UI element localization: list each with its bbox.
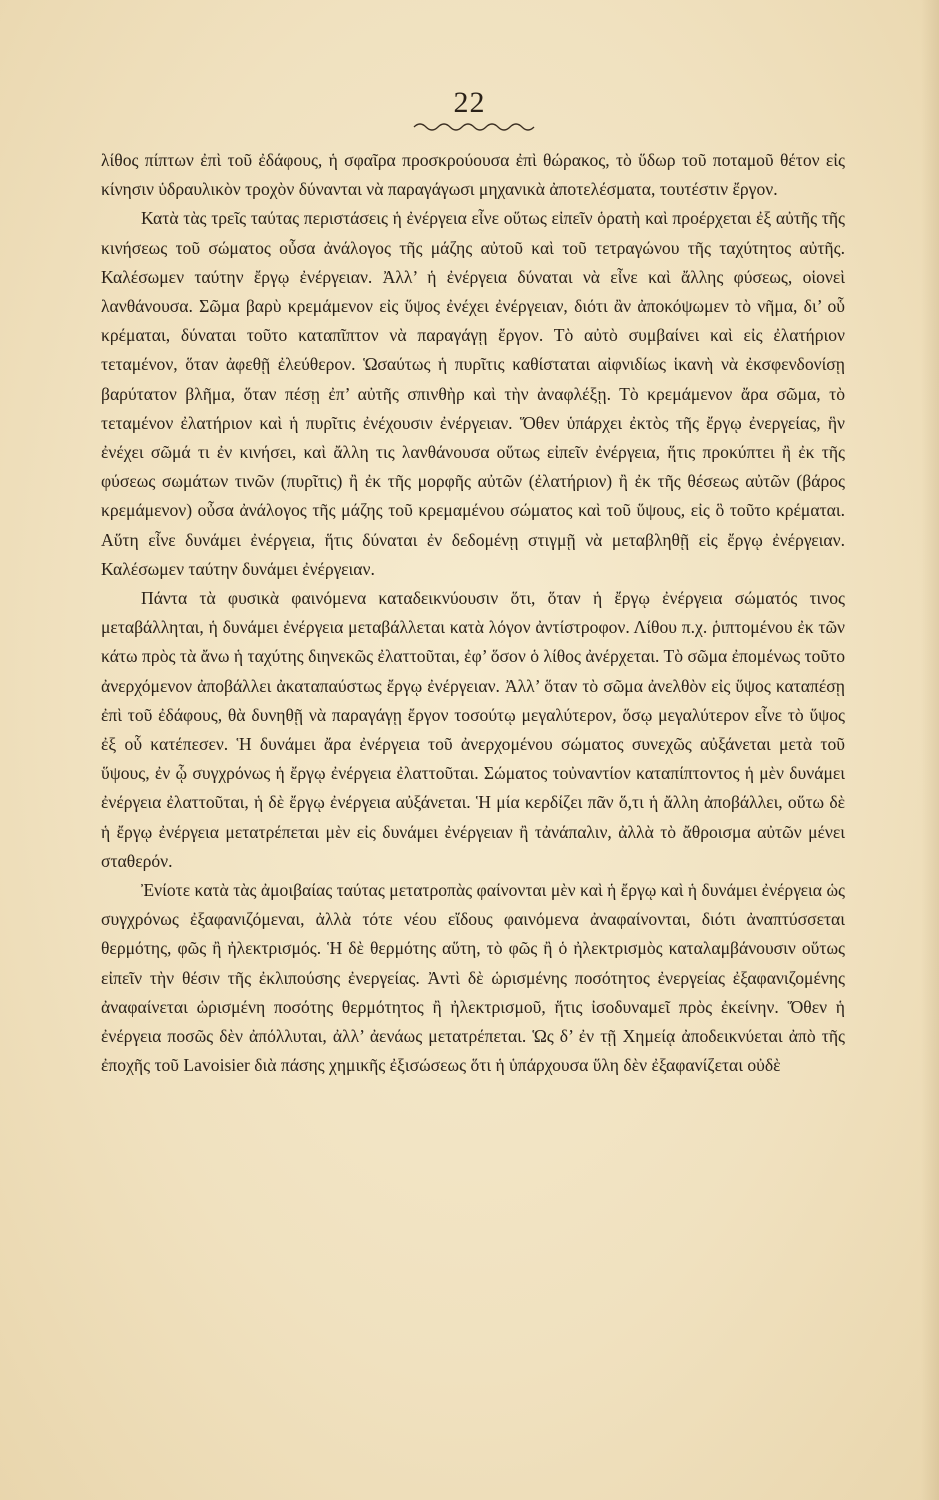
paragraph-3: Πάντα τὰ φυσικὰ φαινόμενα καταδεικνύουσιν ὅτι, ὅταν ἡ ἔργῳ ἐνέργεια σώματός τινος μεταβάλληται, ἡ δυνάμει ἐνέργεια μεταβάλλεται κατὰ λόγον ἀντίστροφον. Λίθου π.χ. ῥιπτομένου ἐκ τῶν κάτω πρὸς τὰ ἄνω ἡ ταχύτης διηνεκῶς ἐλαττοῦται, ἐφ’ ὅσον ὁ λίθος ἀνέρχεται. Τὸ σῶμα ἐπομένως τοῦτο ἀνερχόμενον ἀποβάλλει ἀκαταπαύστως ἔργῳ ἐνέργειαν. Ἀλλ’ ὅταν τὸ σῶμα ἀνελθὸν εἰς ὕψος καταπέσῃ ἐπὶ τοῦ ἐδάφους, θὰ δυνηθῇ νὰ παραγάγῃ ἔργον τοσούτῳ μεγαλύτερον, ὅσῳ μεγαλύτερον εἶνε τὸ ὕψος ἐξ οὗ κατέπεσεν. Ἡ δυνάμει ἄρα ἐνέργεια τοῦ ἀνερχομένου σώματος συνεχῶς αὐξάνεται μετὰ τοῦ ὕψους, ἐν ᾧ συγχρόνως ἡ ἔργῳ ἐνέργεια ἐλαττοῦται. Σώματος τοὐναντίον καταπίπτοντος ἡ μὲν δυνάμει ἐνέργεια ἐλαττοῦται, ἡ δὲ ἔργῳ ἐνέργεια αὐξάνεται. Ἡ μία κερδίζει πᾶν ὅ,τι ἡ ἄλλη ἀποβάλλει, οὕτω δὲ ἡ ἔργῳ ἐνέργεια μετατρέπεται μὲν εἰς δυνάμει ἐνέργειαν ἢ τἀνάπαλιν, ἀλλὰ τὸ ἄθροισμα αὐτῶν μένει σταθερόν. [101, 588, 845, 871]
body-text [101, 146, 845, 1081]
page-edge-shadow [921, 0, 939, 1500]
paragraph-2: Κατὰ τὰς τρεῖς ταύτας περιστάσεις ἡ ἐνέργεια εἶνε οὕτως εἰπεῖν ὁρατὴ καὶ προέρχεται ἐξ αὐτῆς τῆς κινήσεως τοῦ σώματος οὖσα ἀνάλογος τῆς μάζης αὐτοῦ καὶ τοῦ τετραγώνου τῆς ταχύτητος αὐτῆς. Καλέσωμεν ταύτην ἔργῳ ἐνέργειαν. Ἀλλ’ ἡ ἐνέργεια δύναται νὰ εἶνε καὶ ἄλλης φύσεως, οἱονεὶ λανθάνουσα. Σῶμα βαρὺ κρεμάμενον εἰς ὕψος ἐνέχει ἐνέργειαν, διότι ἂν ἀποκόψωμεν τὸ νῆμα, δι’ οὗ κρέμαται, δύναται τοῦτο καταπῖπτον νὰ παραγάγῃ ἔργον. Τὸ αὐτὸ συμβαίνει καὶ εἰς ἐλατήριον τεταμένον, ὅταν ἀφεθῇ ἐλεύθερον. Ὡσαύτως ἡ πυρῖτις καθίσταται αἰφνιδίως ἱκανὴ νὰ ἐκσφενδονίσῃ βαρύτατον βλῆμα, ὅταν πέσῃ ἐπ’ αὐτῆς σπινθὴρ καὶ τὴν ἀναφλέξῃ. Τὸ κρεμάμενον ἄρα σῶμα, τὸ τεταμένον ἐλατήριον καὶ ἡ πυρῖτις ἐνέχουσιν ἐνέργειαν. Ὅθεν ὑπάρχει ἐκτὸς τῆς ἔργῳ ἐνεργείας, ἣν ἐνέχει σῶμά τι ἐν κινήσει, καὶ ἄλλη τις λανθάνουσα οὕτως εἰπεῖν ἐνέργεια, ἥτις προκύπτει ἢ ἐκ τῆς φύσεως σωμάτων τινῶν (πυρῖτις) ἢ ἐκ τῆς μορφῆς αὐτῶν (ἐλατήριον) ἢ ἐκ τῆς θέσεως αὐτῶν (βάρος κρεμάμενον) οὖσα ἀνάλογος τῆς μάζης τοῦ κρεμαμένου σώματος καὶ τοῦ ὕψους, εἰς ὃ τοῦτο κρέμαται. Αὕτη εἶνε δυνάμει ἐνέργεια, ἥτις δύναται ἐν δεδομένῃ στιγμῇ νὰ μεταβληθῇ εἰς ἔργῳ ἐνέργειαν. Καλέσωμεν ταύτην δυνάμει ἐνέργειαν. [101, 208, 845, 579]
ornament-divider-icon [412, 120, 536, 134]
paragraph-1: λίθος πίπτων ἐπὶ τοῦ ἐδάφους, ἡ σφαῖρα προσκρούουσα ἐπὶ θώρακος, τὸ ὕδωρ τοῦ ποταμοῦ θέτον εἰς κίνησιν ὑδραυλικὸν τροχὸν δύνανται νὰ παραγάγωσι μηχανικὰ ἀποτελέσματα, τουτέστιν ἔργον. [101, 150, 845, 200]
paragraph-4: Ἐνίοτε κατὰ τὰς ἀμοιβαίας ταύτας μετατροπὰς φαίνονται μὲν καὶ ἡ ἔργῳ καὶ ἡ δυνάμει ἐνέργεια ὡς συγχρόνως ἐξαφανιζόμεναι, ἀλλὰ τότε νέου εἴδους φαινόμενα ἀναφαίνονται, διότι ἀναπτύσσεται θερμότης, φῶς ἢ ἠλεκτρισμός. Ἡ δὲ θερμότης αὕτη, τὸ φῶς ἢ ὁ ἠλεκτρισμὸς καταλαμβάνουσιν οὕτως εἰπεῖν τὴν θέσιν τῆς ἐκλιπούσης ἐνεργείας. Ἀντὶ δὲ ὡρισμένης ποσότητος ἐνεργείας ἐξαφανιζομένης ἀναφαίνεται ὡρισμένη ποσότης θερμότητος ἢ ἠλεκτρισμοῦ, ἥτις ἰσοδυναμεῖ πρὸς ἐκείνην. Ὅθεν ἡ ἐνέργεια ποσῶς δὲν ἀπόλλυται, ἀλλ’ ἀενάως μετατρέπεται. Ὡς δ’ ἐν τῇ Χημείᾳ ἀποδεικνύεται ἀπὸ τῆς ἐποχῆς τοῦ Lavoisier διὰ πάσης χημικῆς ἐξισώσεως ὅτι ἡ ὑπάρχουσα ὕλη δὲν ἐξαφανίζεται οὐδὲ [101, 880, 845, 1076]
page-number: 22 [453, 86, 486, 119]
